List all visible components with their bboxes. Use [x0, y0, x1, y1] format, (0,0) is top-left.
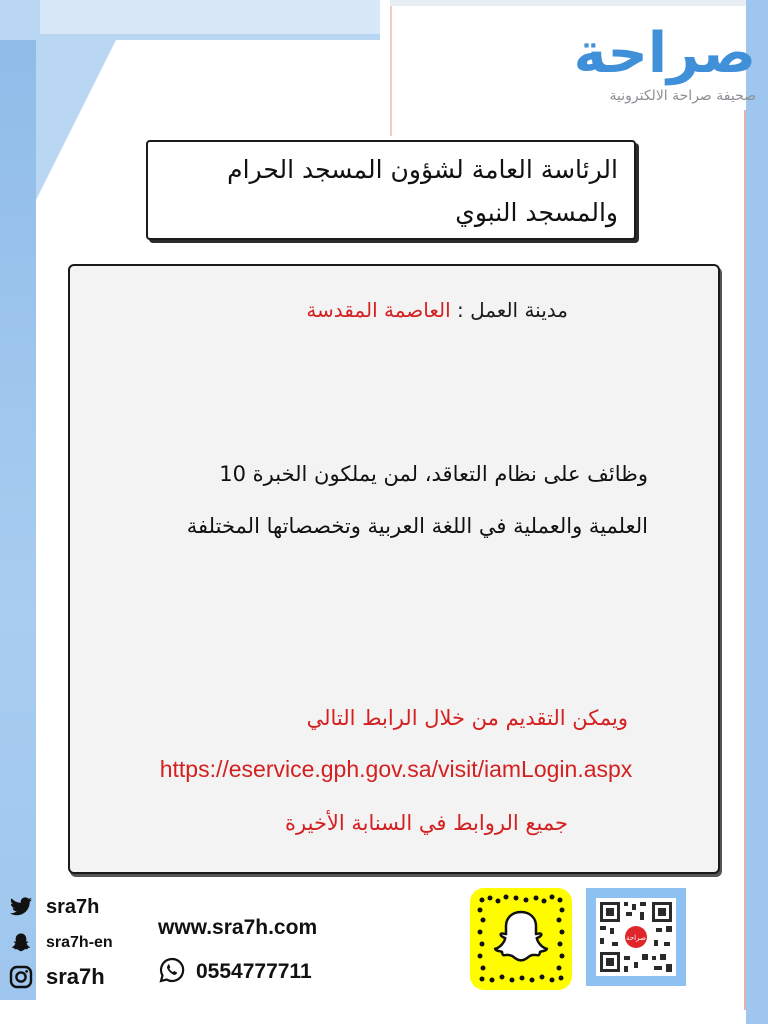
apply-link[interactable]: https://eservice.gph.gov.sa/visit/iamLogin.aspx	[159, 756, 633, 782]
decor-top-left-light-band	[40, 0, 380, 34]
organization-title-box	[146, 140, 636, 240]
snapchat-snapcode	[470, 888, 572, 990]
organization-title-line-2: والمسجد النبوي	[455, 198, 618, 227]
links-note: جميع الروابط في السنابة الأخيرة	[285, 811, 568, 835]
sra7h-logo	[566, 22, 756, 104]
qr-code	[596, 898, 676, 976]
instagram-icon	[8, 964, 34, 990]
phone-number: 0554777711	[196, 960, 312, 983]
job-description-line-1: وظائف على نظام التعاقد، لمن يملكون الخبرة 10	[219, 462, 648, 486]
decor-red-line	[390, 6, 392, 136]
organization-title-line-1: الرئاسة العامة لشؤون المسجد الحرام	[227, 155, 618, 184]
website-link[interactable]: www.sra7h.com	[158, 916, 318, 939]
whatsapp-icon	[158, 956, 186, 988]
work-city-label: مدينة العمل :	[457, 298, 568, 322]
decor-left-triangle	[36, 40, 116, 200]
decor-right-strip	[744, 110, 746, 1010]
contact-info	[158, 916, 317, 988]
twitter-icon	[8, 894, 34, 920]
logo-name: صراحة	[573, 21, 756, 86]
job-details-box	[68, 264, 720, 874]
decor-right-bar	[746, 0, 768, 1024]
instagram-handle-row[interactable]	[8, 964, 105, 990]
apply-instruction: ويمكن التقديم من خلال الرابط التالي	[306, 706, 628, 730]
job-description	[88, 448, 648, 552]
job-description-line-2: العلمية والعملية في اللغة العربية وتخصصاتها المختلفة	[186, 514, 648, 538]
qr-badge-label: صراحة	[626, 934, 646, 942]
snapchat-icon	[8, 930, 34, 956]
twitter-handle: sra7h	[46, 895, 100, 918]
qr-code-panel	[586, 888, 686, 986]
work-city-value: العاصمة المقدسة	[306, 298, 451, 322]
twitter-handle-row[interactable]	[8, 894, 99, 920]
whatsapp-row[interactable]	[158, 956, 317, 988]
snapchat-handle-row[interactable]	[8, 930, 113, 956]
instagram-handle: sra7h	[46, 964, 105, 989]
work-city	[306, 298, 568, 322]
decor-left-bar	[0, 40, 36, 1000]
decor-top-right-band	[390, 0, 768, 6]
logo-subtitle: صحيفة صراحة الالكترونية	[609, 88, 756, 104]
snapchat-handle: sra7h-en	[46, 934, 113, 951]
